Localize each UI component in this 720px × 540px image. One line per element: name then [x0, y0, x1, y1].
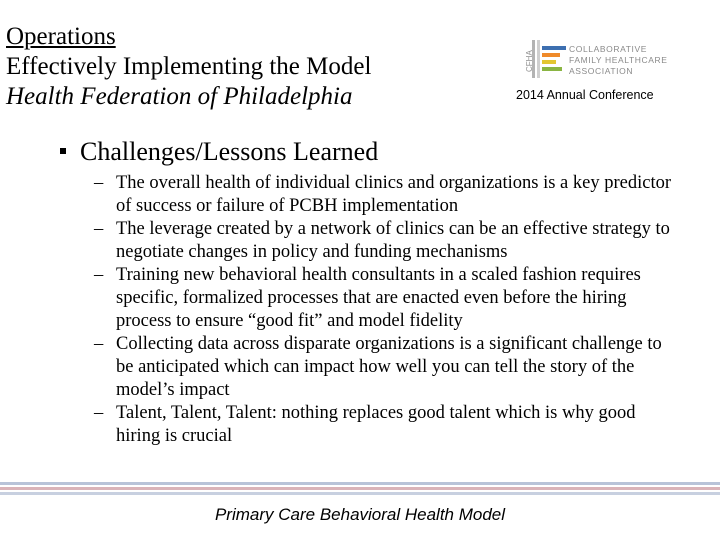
title-line-2: Effectively Implementing the Model: [6, 53, 372, 80]
sub-bullet-list: [94, 172, 674, 448]
footer-text: Primary Care Behavioral Health Model: [214, 505, 506, 524]
dash-icon: –: [94, 173, 104, 193]
logo-line-3: ASSOCIATION: [569, 66, 634, 76]
footer-divider: [0, 482, 720, 496]
logo-wordmark: [569, 44, 668, 77]
title-line-1: Operations: [6, 23, 116, 50]
title-line-3: Health Federation of Philadelphia: [6, 83, 353, 110]
conference-label: 2014 Annual Conference: [516, 88, 654, 102]
logo-line-2: FAMILY HEALTHCARE: [569, 55, 668, 65]
dash-icon: –: [94, 265, 104, 285]
dash-icon: –: [94, 219, 104, 239]
list-item: [94, 172, 674, 218]
title-block: [6, 22, 371, 112]
list-item-text: Training new behavioral health consultants in a scaled fashion requires specific, formalized processes that are enacted even before the hiring process to ensure “good fit” and model fidelity: [116, 265, 641, 331]
list-item-text: The overall health of individual clinics and organizations is a key predictor of success or failure of PCBH implementation: [116, 173, 671, 216]
dash-icon: –: [94, 334, 104, 354]
logo-line-1: COLLABORATIVE: [569, 44, 648, 54]
list-item: [94, 264, 674, 333]
square-bullet-icon: [60, 148, 66, 154]
list-item-text: Talent, Talent, Talent: nothing replaces good talent which is why good hiring is crucial: [116, 403, 636, 446]
bullet-heading: [60, 137, 378, 167]
heading-text: Challenges/Lessons Learned: [80, 137, 379, 166]
logo-mark: CFHA: [525, 50, 534, 72]
list-item-text: Collecting data across disparate organizations is a significant challenge to be anticipated which can impact how well you can tell the story of the model’s impact: [116, 334, 662, 400]
dash-icon: –: [94, 403, 104, 423]
list-item: [94, 218, 674, 264]
list-item-text: The leverage created by a network of clinics can be an effective strategy to negotiate changes in policy and funding mechanisms: [116, 219, 670, 262]
list-item: [94, 333, 674, 402]
list-item: [94, 402, 674, 448]
